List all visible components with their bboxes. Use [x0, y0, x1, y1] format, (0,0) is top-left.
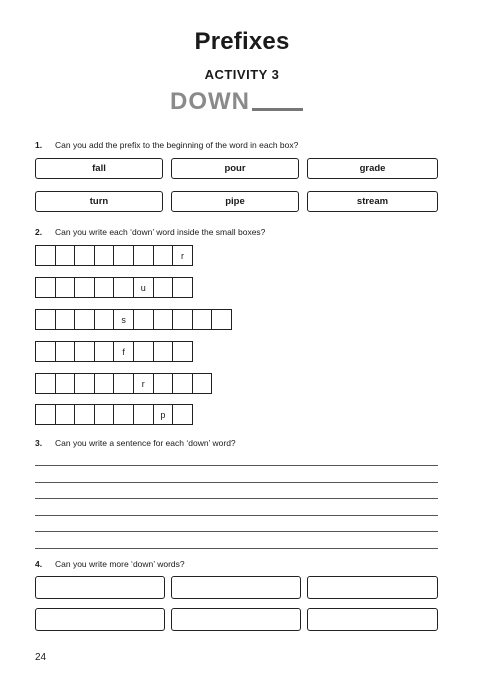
prefix-heading: DOWN	[170, 88, 250, 115]
question-3-text: Can you write a sentence for each ‘down’ word?	[55, 438, 236, 448]
word-box-fall[interactable]: fall	[35, 158, 163, 179]
letter-cell[interactable]	[153, 309, 174, 330]
letter-cell[interactable]	[35, 245, 56, 266]
answer-box[interactable]	[171, 576, 301, 599]
question-3-number: 3.	[35, 438, 43, 448]
letter-cell[interactable]	[172, 277, 193, 298]
question-2-text: Can you write each ‘down’ word inside the small boxes?	[55, 227, 266, 237]
answer-box[interactable]	[307, 608, 438, 631]
activity-label: ACTIVITY 3	[204, 67, 280, 82]
letter-grid-row	[35, 245, 193, 266]
letter-cell[interactable]	[55, 373, 76, 394]
page-title: Prefixes	[194, 28, 290, 55]
letter-cell[interactable]	[113, 373, 134, 394]
letter-cell[interactable]	[192, 373, 213, 394]
answer-box[interactable]	[35, 576, 165, 599]
letter-cell[interactable]: p	[153, 404, 174, 425]
letter-cell[interactable]	[35, 373, 56, 394]
letter-grid-row	[35, 373, 212, 394]
question-1-number: 1.	[35, 140, 43, 150]
letter-cell[interactable]	[35, 341, 56, 362]
letter-cell[interactable]: r	[172, 245, 193, 266]
question-2	[35, 227, 265, 237]
letter-cell[interactable]	[94, 277, 115, 298]
letter-cell[interactable]	[133, 341, 154, 362]
answer-box[interactable]	[35, 608, 165, 631]
letter-cell[interactable]	[94, 309, 115, 330]
letter-cell[interactable]	[35, 309, 56, 330]
letter-cell[interactable]	[113, 245, 134, 266]
letter-grid-row	[35, 341, 193, 362]
letter-cell[interactable]	[74, 309, 95, 330]
letter-cell[interactable]	[55, 404, 76, 425]
word-box-grade[interactable]: grade	[307, 158, 438, 179]
letter-cell[interactable]	[153, 341, 174, 362]
word-box-pour[interactable]: pour	[171, 158, 299, 179]
question-3	[35, 438, 236, 448]
sentence-line[interactable]	[35, 548, 438, 549]
question-4-number: 4.	[35, 559, 43, 569]
letter-grid-row	[35, 309, 232, 330]
sentence-line[interactable]	[35, 531, 438, 532]
letter-cell[interactable]	[74, 404, 95, 425]
sentence-line[interactable]	[35, 465, 438, 466]
letter-grid-row	[35, 404, 193, 425]
letter-cell[interactable]	[153, 277, 174, 298]
sentence-line[interactable]	[35, 482, 438, 483]
page-number: 24	[35, 652, 47, 663]
letter-cell[interactable]	[192, 309, 213, 330]
answer-box[interactable]	[171, 608, 301, 631]
letter-cell[interactable]	[153, 245, 174, 266]
word-box-turn[interactable]: turn	[35, 191, 163, 212]
letter-cell[interactable]	[113, 404, 134, 425]
letter-cell[interactable]: u	[133, 277, 154, 298]
letter-cell[interactable]	[35, 404, 56, 425]
letter-cell[interactable]	[74, 373, 95, 394]
question-4-text: Can you write more ‘down’ words?	[55, 559, 185, 569]
question-1-text: Can you add the prefix to the beginning of the word in each box?	[55, 140, 299, 150]
letter-cell[interactable]	[133, 245, 154, 266]
letter-cell[interactable]	[55, 245, 76, 266]
letter-cell[interactable]	[94, 373, 115, 394]
letter-cell[interactable]	[94, 245, 115, 266]
letter-cell[interactable]	[35, 277, 56, 298]
word-box-stream[interactable]: stream	[307, 191, 438, 212]
letter-cell[interactable]	[133, 309, 154, 330]
answer-box[interactable]	[307, 576, 438, 599]
letter-grid-row	[35, 277, 193, 298]
letter-cell[interactable]	[55, 341, 76, 362]
letter-cell[interactable]	[153, 373, 174, 394]
prefix-blank-line	[252, 108, 303, 111]
letter-cell[interactable]	[172, 341, 193, 362]
letter-cell[interactable]	[211, 309, 232, 330]
letter-cell[interactable]	[94, 341, 115, 362]
letter-cell[interactable]: r	[133, 373, 154, 394]
letter-cell[interactable]	[94, 404, 115, 425]
question-2-number: 2.	[35, 227, 43, 237]
word-box-pipe[interactable]: pipe	[171, 191, 299, 212]
sentence-line[interactable]	[35, 498, 438, 499]
question-1	[35, 140, 298, 150]
question-4	[35, 559, 185, 569]
letter-cell[interactable]	[172, 404, 193, 425]
letter-cell[interactable]	[172, 373, 193, 394]
letter-cell[interactable]	[113, 277, 134, 298]
letter-cell[interactable]: f	[113, 341, 134, 362]
letter-cell[interactable]: s	[113, 309, 134, 330]
letter-cell[interactable]	[74, 245, 95, 266]
letter-cell[interactable]	[55, 277, 76, 298]
letter-cell[interactable]	[172, 309, 193, 330]
letter-cell[interactable]	[133, 404, 154, 425]
letter-cell[interactable]	[74, 341, 95, 362]
letter-cell[interactable]	[55, 309, 76, 330]
sentence-line[interactable]	[35, 515, 438, 516]
letter-cell[interactable]	[74, 277, 95, 298]
